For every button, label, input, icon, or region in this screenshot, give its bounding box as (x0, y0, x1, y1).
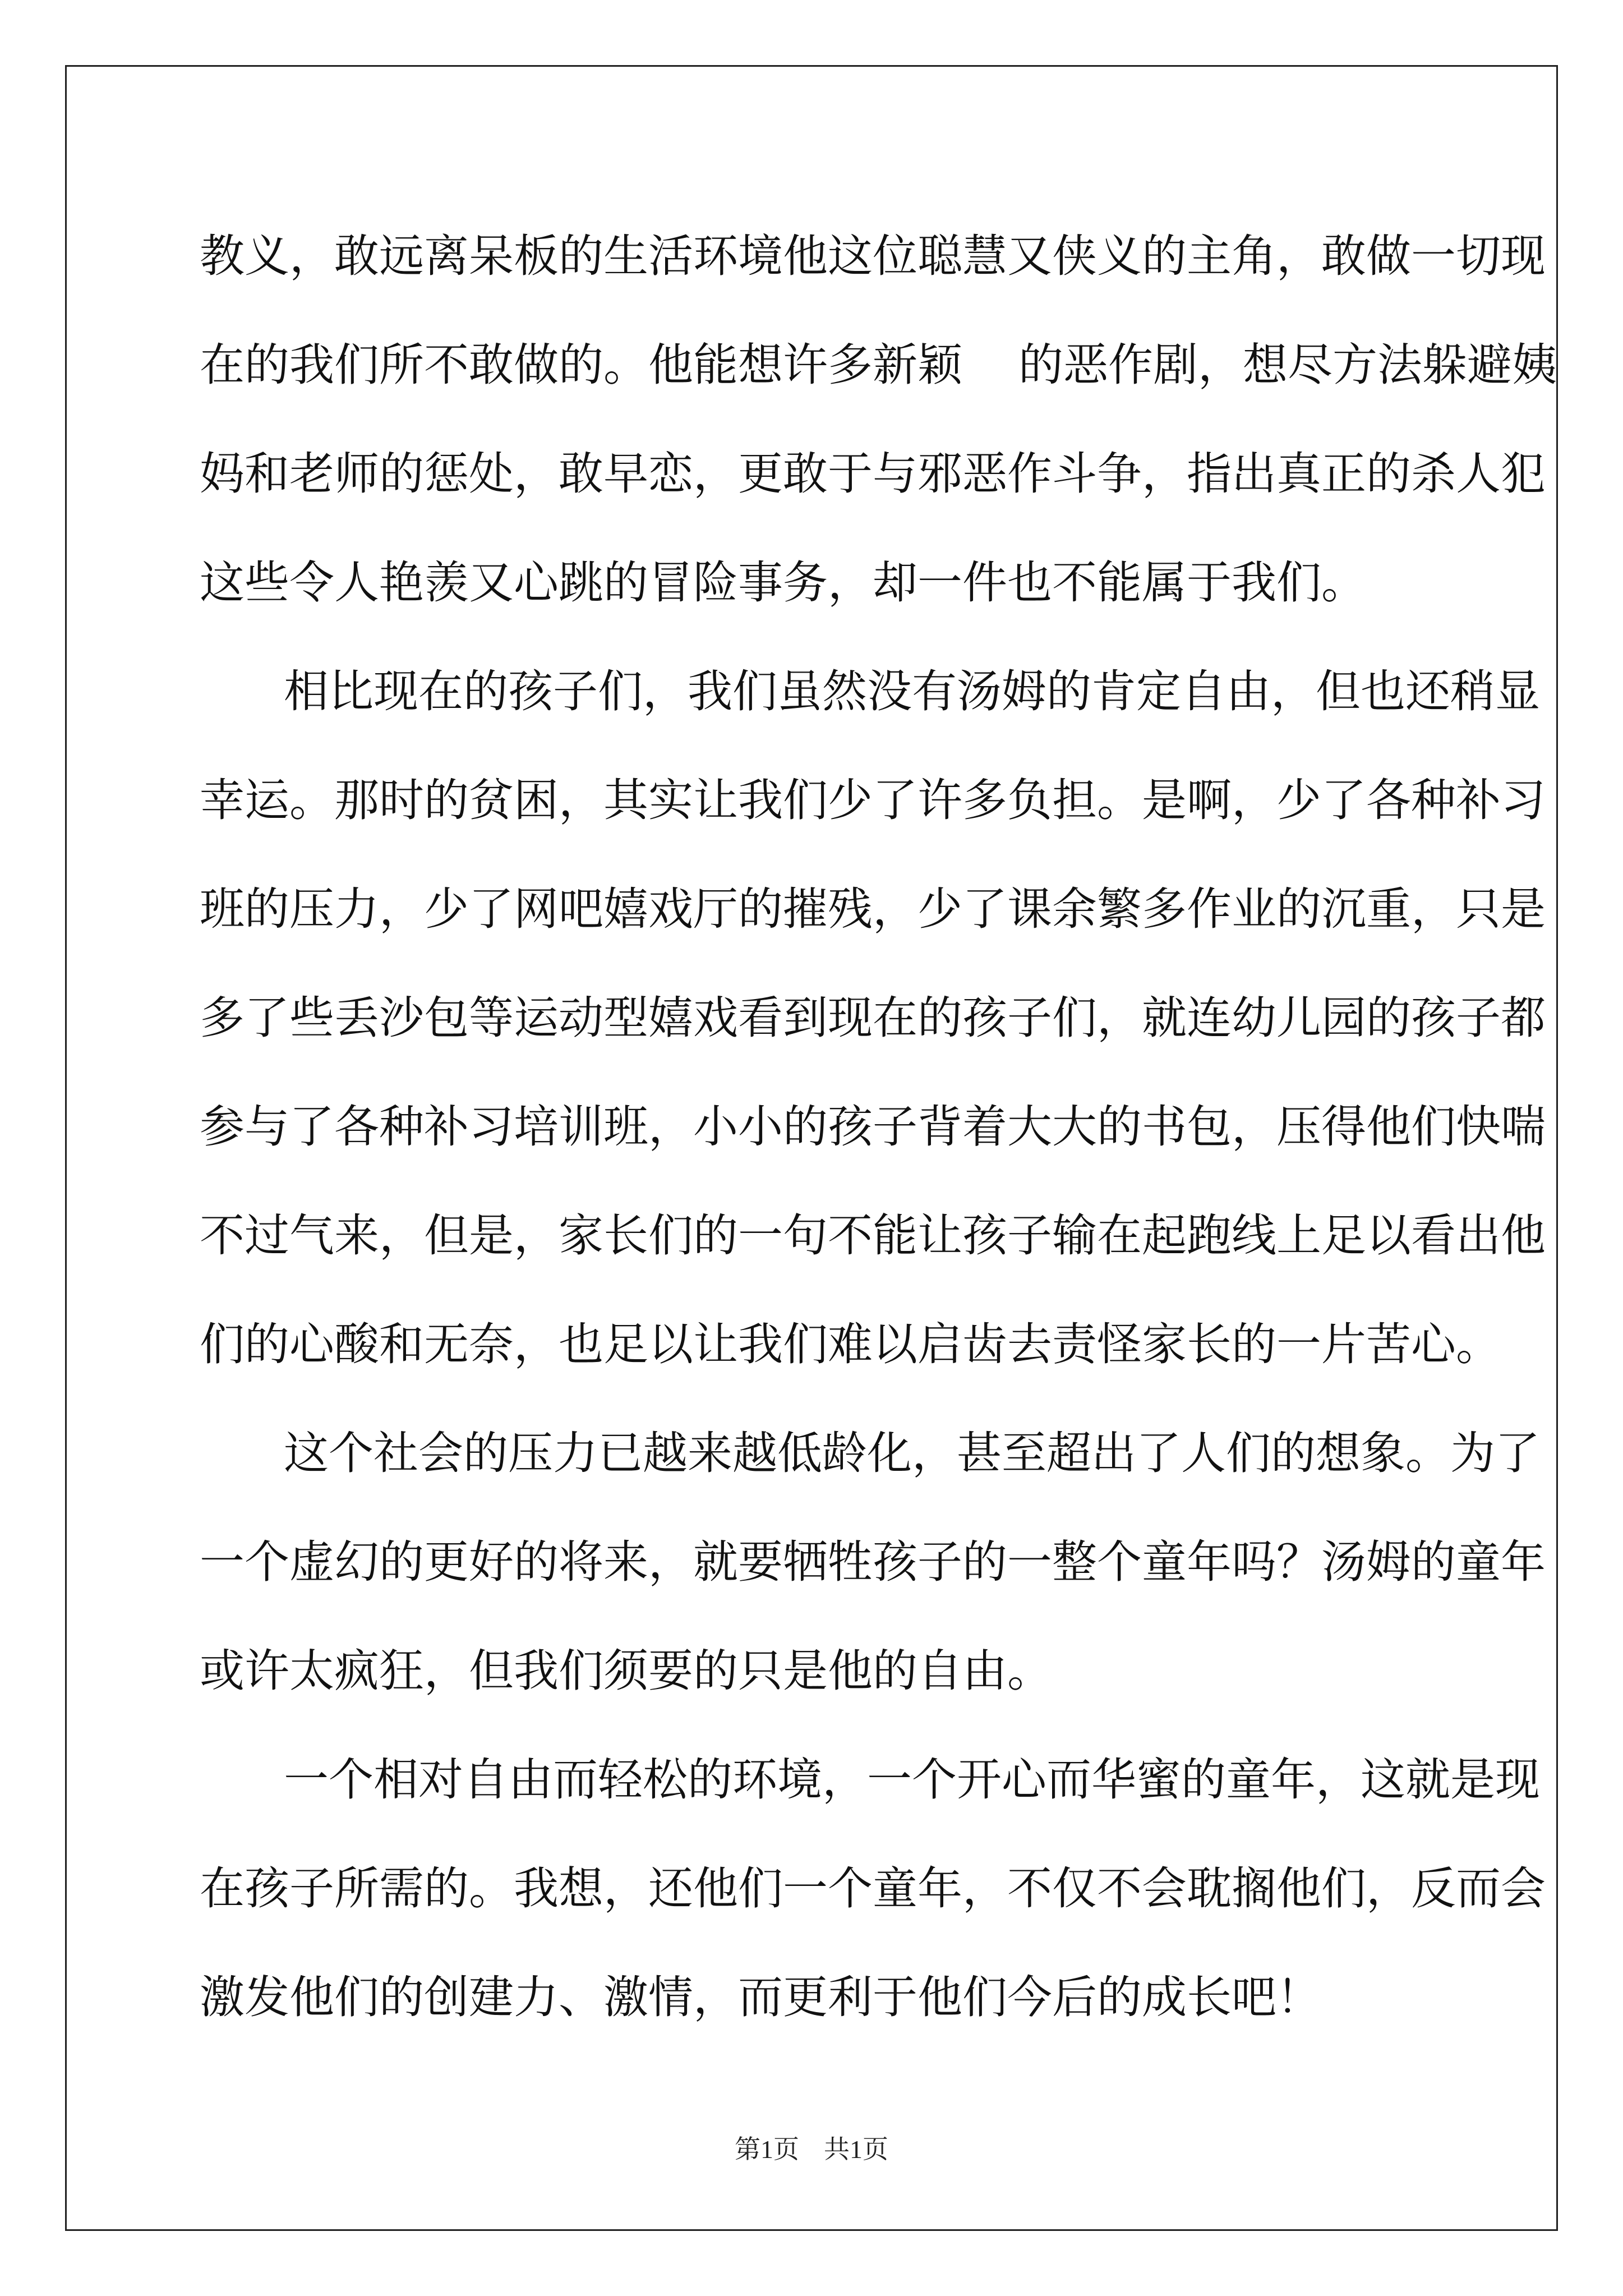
document-body (200, 202, 1557, 2052)
paragraph-start-line: 相比现在的孩子们，我们虽然没有汤姆的肯定自由，但也还稍显 (284, 665, 1540, 717)
text-line: 参与了各种补习培训班，小小的孩子背着大大的书包，压得他们快喘 (200, 1101, 1546, 1153)
paragraph-start-line: 这个社会的压力已越来越低龄化，甚至超出了人们的想象。为了 (284, 1427, 1540, 1479)
text-line: 或许太疯狂，但我们须要的只是他的自由。 (200, 1645, 1052, 1697)
text-line: 妈和老师的惩处，敢早恋，更敢于与邪恶作斗争，指出真正的杀人犯 (200, 448, 1546, 500)
text-line: 激发他们的创建力、激情，而更利于他们今后的成长吧！ (200, 1971, 1321, 2023)
text-line: 不过气来，但是，家长们的一句不能让孩子输在起跑线上足以看出他 (200, 1209, 1546, 1262)
text-line (200, 311, 1557, 420)
text-line: 多了些丢沙包等运动型嬉戏看到现在的孩子们，就连幼儿园的孩子都 (200, 992, 1546, 1044)
page-number: 第1页 (735, 2135, 799, 2164)
text-line: 一个虚幻的更好的将来，就要牺牲孩子的一整个童年吗？汤姆的童年 (200, 1536, 1546, 1588)
text-line: 们的心酸和无奈，也足以让我们难以启齿去责怪家长的一片苦心。 (200, 1318, 1501, 1370)
text-line: 这些令人艳羡又心跳的冒险事务，却一件也不能属于我们。 (200, 556, 1366, 609)
text-line: 班的压力，少了网吧嬉戏厅的摧残，少了课余繁多作业的沉重，只是 (200, 883, 1546, 935)
page-footer (0, 2129, 1623, 2166)
paragraph-start-line: 一个相对自由而轻松的环境，一个开心而华蜜的童年，这就是现 (284, 1754, 1540, 1806)
text-fragment: 在的我们所不敢做的。他能想许多新颖 (200, 339, 962, 391)
text-line: 在孩子所需的。我想，还他们一个童年，不仅不会耽搁他们，反而会 (200, 1862, 1546, 1915)
text-line: 教义，敢远离呆板的生活环境他这位聪慧又侠义的主角，敢做一切现 (200, 230, 1546, 282)
page-total: 共1页 (824, 2135, 888, 2164)
text-fragment: 的恶作剧，想尽方法躲避姨 (1018, 339, 1557, 391)
text-line: 幸运。那时的贫困，其实让我们少了许多负担。是啊，少了各种补习 (200, 774, 1546, 826)
